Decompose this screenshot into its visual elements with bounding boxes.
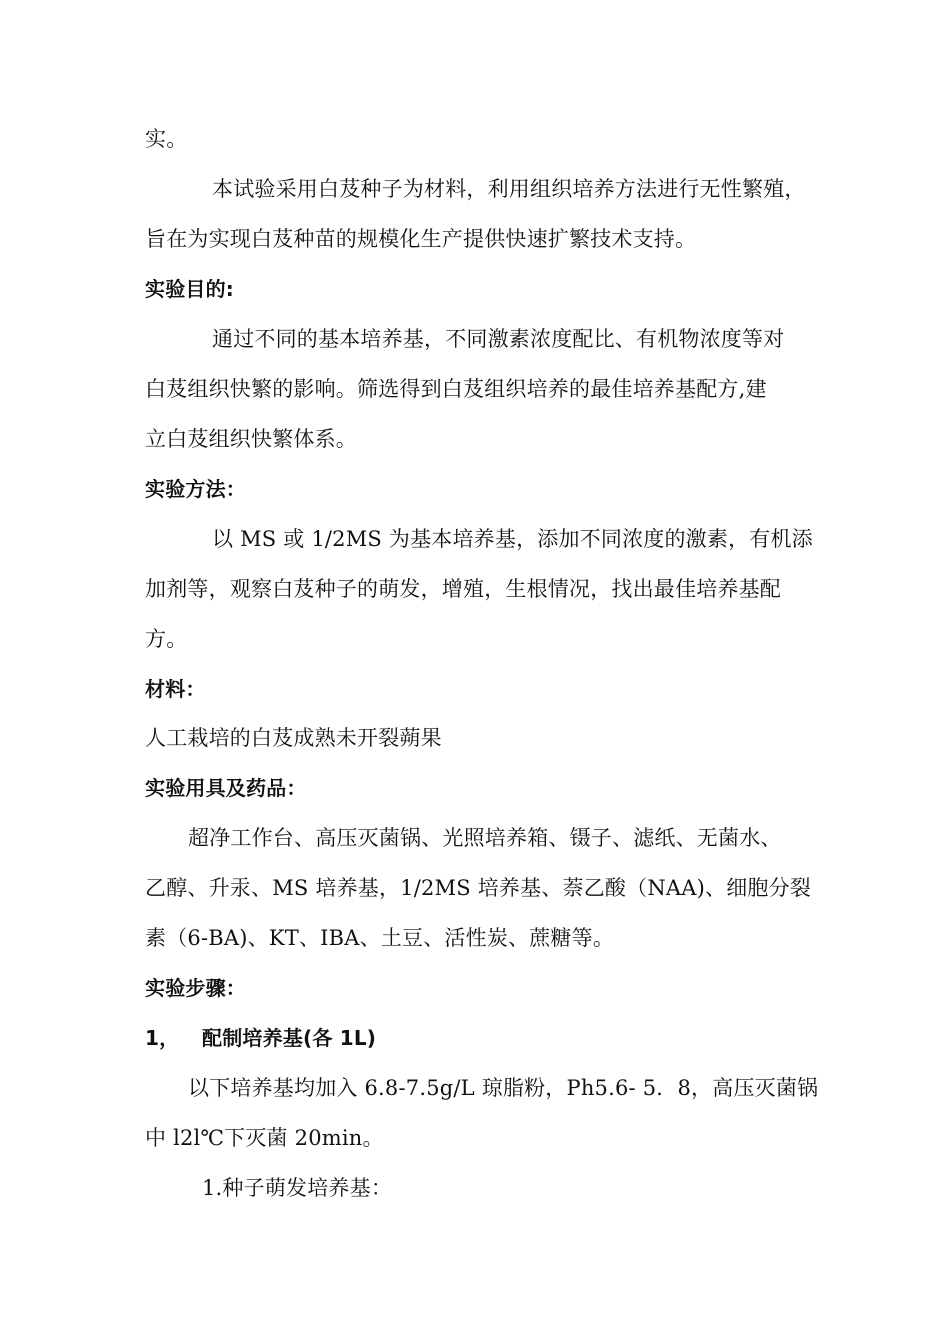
- paragraph-line: 以 MS 或 1/2MS 为基本培养基，添加不同浓度的激素，有机添: [212, 527, 813, 551]
- section-heading-purpose: 实验目的:: [145, 277, 234, 301]
- paragraph-line: 加剂等，观察白芨种子的萌发，增殖，生根情况，找出最佳培养基配: [145, 577, 781, 601]
- paragraph-line: 实。: [145, 127, 188, 151]
- paragraph-line: 本试验采用白芨种子为材料，利用组织培养方法进行无性繁殖，: [212, 177, 806, 201]
- section-heading-equipment: 实验用具及药品：: [145, 776, 307, 800]
- paragraph-line: 人工栽培的白芨成熟未开裂蒴果: [145, 726, 442, 750]
- step-heading: [145, 1023, 825, 1053]
- step-title: 配制培养基(各 1L): [202, 1026, 377, 1050]
- paragraph-line: 立白芨组织快繁体系。: [145, 427, 357, 451]
- paragraph-line: 中 l2l℃下灭菌 20min。: [145, 1126, 384, 1150]
- paragraph-line: 以下培养基均加入 6.8-7.5g/L 琼脂粉，Ph5.6- 5．8，高压灭菌锅: [188, 1076, 819, 1100]
- paragraph-line: 通过不同的基本培养基，不同激素浓度配比、有机物浓度等对: [212, 327, 785, 351]
- paragraph-line: 方。: [145, 627, 188, 651]
- paragraph-line: 超净工作台、高压灭菌锅、光照培养箱、镊子、滤纸、无菌水、: [188, 826, 782, 850]
- step-number: 1，: [145, 1026, 180, 1050]
- section-heading-materials: 材料：: [145, 677, 206, 701]
- section-heading-method: 实验方法：: [145, 477, 246, 501]
- section-heading-steps: 实验步骤：: [145, 976, 246, 1000]
- paragraph-line: 旨在为实现白芨种苗的规模化生产提供快速扩繁技术支持。: [145, 227, 697, 251]
- paragraph-line: 素（6-BA)、KT、IBA、土豆、活性炭、蔗糖等。: [145, 926, 615, 950]
- paragraph-line: 白芨组织快繁的影响。筛选得到白芨组织培养的最佳培养基配方,建: [145, 377, 767, 401]
- subsection-heading: 1.种子萌发培养基：: [202, 1176, 393, 1200]
- paragraph-line: 乙醇、升汞、MS 培养基，1/2MS 培养基、萘乙酸（NAA)、细胞分裂: [145, 876, 812, 900]
